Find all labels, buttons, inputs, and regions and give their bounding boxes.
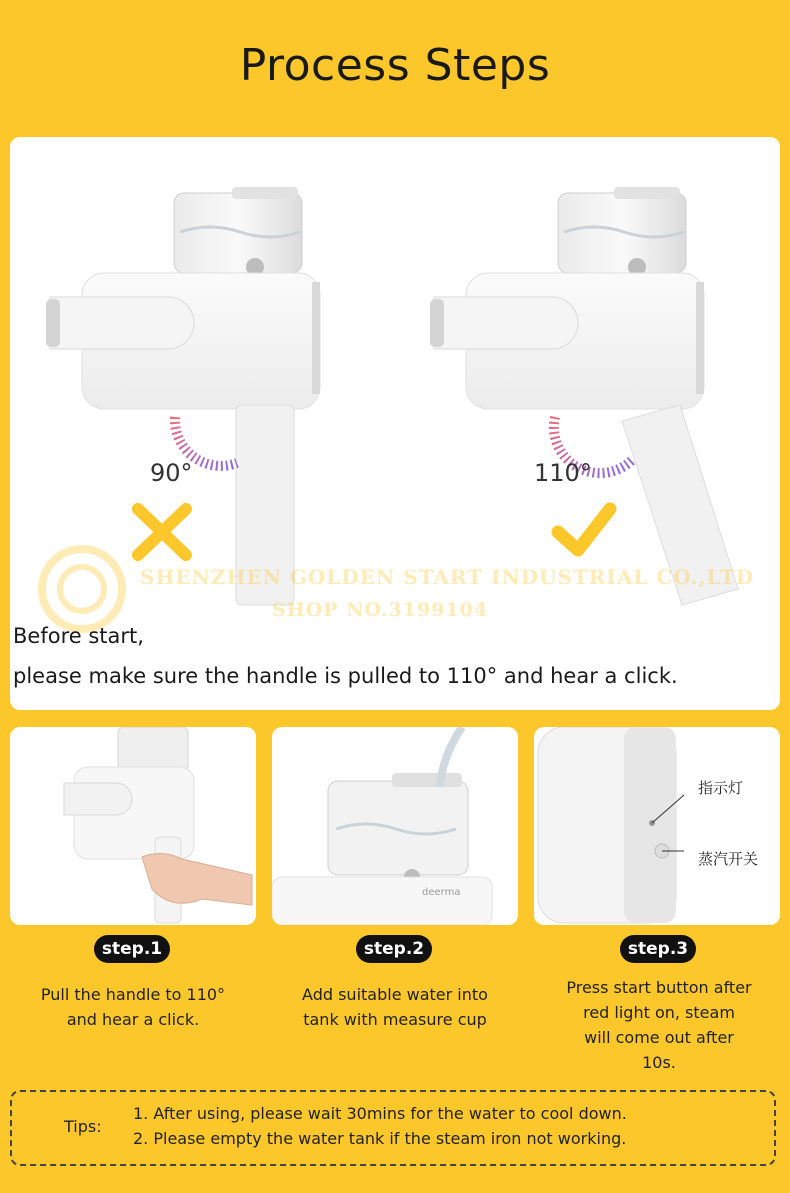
step-1-line: Pull the handle to 110° xyxy=(40,985,226,1004)
steam-switch-label: 蒸汽开关 xyxy=(698,850,759,868)
step-2-line: tank with measure cup xyxy=(303,1010,487,1029)
angle-110-label: 110° xyxy=(534,459,592,487)
step-3-line: 10s. xyxy=(642,1053,676,1072)
steamer-90-degree xyxy=(46,187,320,605)
indicator-label: 指示灯 xyxy=(698,779,744,797)
tips-box xyxy=(10,1090,776,1166)
step-3-line: red light on, steam xyxy=(583,1003,735,1022)
comparison-panel xyxy=(10,137,780,710)
step-1-description xyxy=(10,982,256,1032)
intro-line-1: Before start, xyxy=(13,624,144,648)
step-3-image xyxy=(534,727,780,925)
step-2-badge: step.2 xyxy=(356,935,432,963)
check-icon xyxy=(558,509,610,550)
step-3-illustration xyxy=(534,727,780,925)
step-2-description xyxy=(272,982,518,1032)
step-1-image xyxy=(10,727,256,925)
tips-label: Tips: xyxy=(64,1117,102,1136)
step-3-line: Press start button after xyxy=(566,978,752,997)
step-2-illustration xyxy=(272,727,518,925)
step-1-illustration xyxy=(10,727,256,925)
step-3-badge: step.3 xyxy=(620,935,696,963)
step-1-line: and hear a click. xyxy=(66,1010,200,1029)
angle-90-label: 90° xyxy=(150,459,193,487)
step-2-line: Add suitable water into xyxy=(302,985,488,1004)
intro-line-2: please make sure the handle is pulled to 110° and hear a click. xyxy=(13,664,678,688)
tip-2: 2. Please empty the water tank if the steam iron not working. xyxy=(133,1129,627,1148)
step-2-image xyxy=(272,727,518,925)
watermark-logo xyxy=(42,549,122,629)
step-3-line: will come out after xyxy=(584,1028,734,1047)
cross-icon xyxy=(138,509,186,555)
tip-1: 1. After using, please wait 30mins for the water to cool down. xyxy=(133,1104,627,1123)
watermark-shop: SHOP NO.3199104 xyxy=(272,599,489,621)
brand-logo: deerma xyxy=(422,887,461,898)
step-1-badge: step.1 xyxy=(94,935,170,963)
step-3-description xyxy=(534,975,784,1075)
page-title: Process Steps xyxy=(239,40,551,91)
watermark-company: SHENZHEN GOLDEN START INDUSTRIAL CO.,LTD xyxy=(140,565,755,589)
